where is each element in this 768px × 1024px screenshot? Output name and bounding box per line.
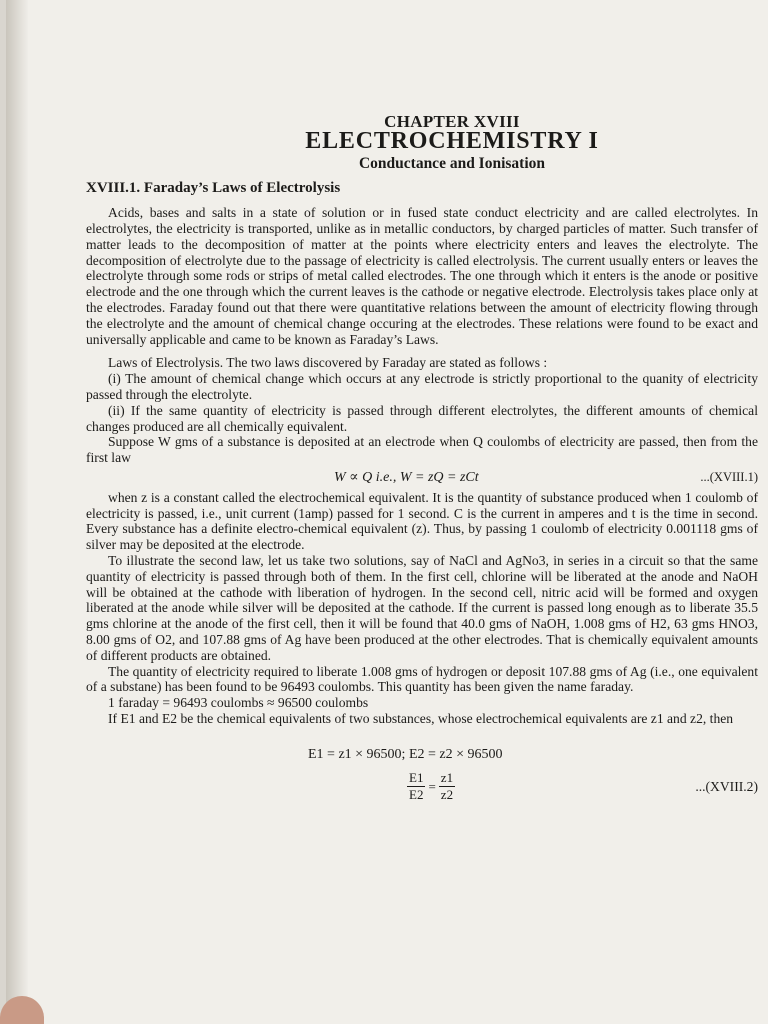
equation-first-law [86,470,758,486]
page-gutter-shadow [6,0,28,1024]
bleed-through-text [300,40,500,100]
equation-number-2: ...(XVIII.2) [695,778,758,794]
section-heading: XVIII.1. Faraday’s Laws of Electrolysis [86,180,341,197]
page-content [86,114,758,803]
first-law: (i) The amount of chemical change which occurs at any electrode is strictly proportional to the quanity of electricity passed through the electrolyte. [86,371,758,402]
fraction-e-numerator: E1 [409,770,424,786]
equals-sign: = [428,778,436,794]
fraction-z [439,770,455,803]
equation-number: ...(XVIII.1) [700,469,758,484]
chapter-number: CHAPTER XVIII [384,112,520,131]
paragraph-faraday-quantity: The quantity of electricity required to liberate 1.008 gms of hydrogen or deposit 107.88 gms of Ag (i.e., one equivalent of a substane) has been found to be 96493 coulombs. This quantity has been given the name faraday. [86,663,758,695]
equation-formula: W ∝ Q i.e., W = zQ = zCt [334,469,479,485]
laws-intro: Laws of Electrolysis. The two laws discovered by Faraday are stated as follows : [108,355,548,371]
chapter-title: ELECTROCHEMISTRY I [305,127,599,154]
fraction-e [407,770,425,803]
paragraph-second-law-illustration: To illustrate the second law, let us take two solutions, say of NaCl and AgNo3, in series in a circuit so that the same quantity of electricity is passed through both of them. In the first cell, chlorine will be liberated at the anode and NaOH will be obtained at the cathode with liberation of hydrogen. In the second cell, nitric acid will be formed and oxygen liberated at the anode while silver will be deposited at the cathode. If the current is passed long enough as to liberate 35.5 gms chlorine at the anode of the first cell, then it will be found that 40.0 gms of NaOH, 1.008 gms of H2, 63 gms HNO3, 8.00 gms of O2, and 107.88 gms of Ag have been produced at the other electrodes. That is chemically equivalent amounts of different products are obtained. [86,552,758,663]
paragraph-chemical-equivalents: If E1 and E2 be the chemical equivalents of two substances, whose electrochemical equivalents are z1 and z2, then [108,710,734,726]
fraction-z-denominator: z2 [440,787,454,803]
equation-equivalents: E1 = z1 × 96500; E2 = z2 × 96500 [308,746,503,762]
second-law: (ii) If the same quantity of electricity is passed through different electrolytes, the different amounts of chemical changes produced are all chemically equivalent. [86,402,758,434]
paragraph-electrolytes: Acids, bases and salts in a state of solution or in fused state conduct electricity and are called electrolytes. In electrolytes, the electricity is transported, unlike as in metallic conductors, by charged particles of matter. Such transfer of matter leads to the decomposition of matter at the points where electricity enters and leaves the electrolyte. The decomposition of electrolyte due to the passage of electricity is called electrolysis. The current usually enters or leaves the electrolyte through some rods or strips of metal called electrodes. The one through which it enters is the anode or positive electrode and the one through which the current leaves is the cathode or negative electrode. Electrolysis takes place only at the electrodes. Faraday found out that there were quantitative relations between the amount of electricity flowing through the electrolyte and the amount of chemical change occuring at the electrodes. These relations were found to be exact and universally applicable and came to be known as Faraday’s Laws. [86,205,758,347]
faraday-definition: 1 faraday = 96493 coulombs ≈ 96500 coulombs [108,695,369,711]
paragraph-electrochemical-equivalent: when z is a constant called the electrochemical equivalent. It is the quantity of substance produced when 1 coulomb of electricity is passed, i.e., unit current (1amp) passed for 1 second. C is the current in amperes and t is the time in second. Every substance has a definite electro-chemical equivalent (z). Thus, by passing 1 coulomb of electricity 0.001118 gms of silver may be deposited at the electrode. [86,489,758,553]
equation-ratio [86,770,758,803]
paragraph-suppose: Suppose W gms of a substance is deposited at an electrode when Q coulombs of electricity are passed, then from the first law [86,434,758,466]
chapter-subtitle: Conductance and Ionisation [358,154,546,172]
fraction-z-numerator: z1 [440,770,454,786]
fraction-e-denominator: E2 [409,787,424,803]
